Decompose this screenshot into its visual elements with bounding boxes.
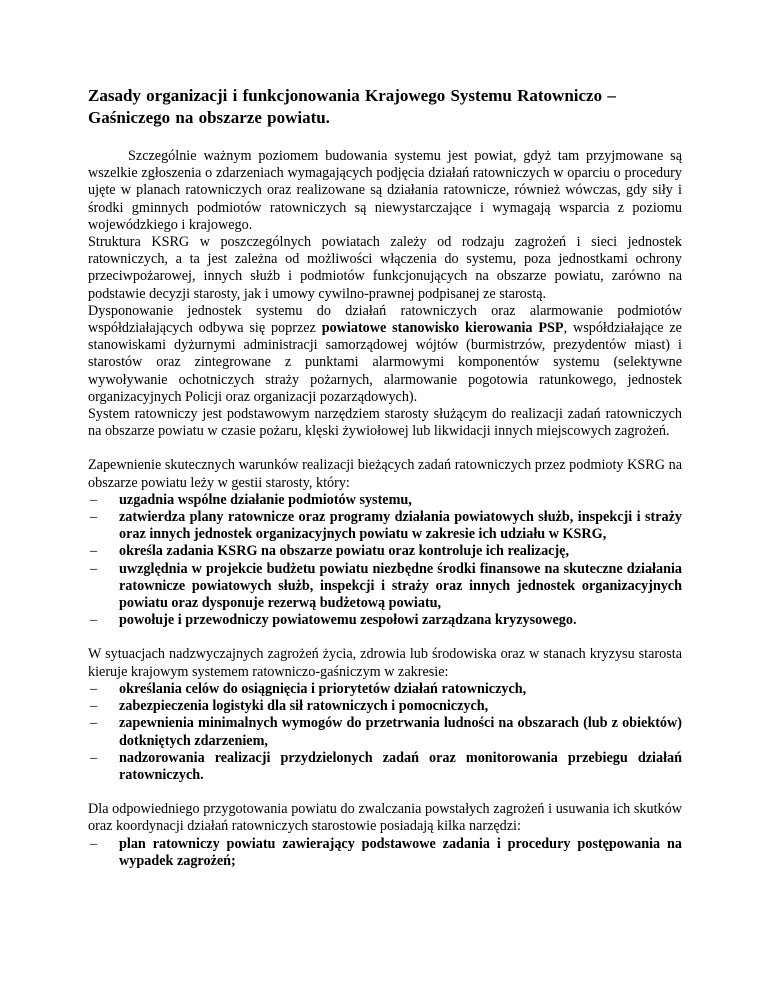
document-page (88, 85, 682, 870)
list-item (88, 509, 682, 543)
tools-list (88, 836, 682, 870)
list-item (88, 543, 682, 560)
list-item-text: zapewnienia minimalnych wymogów do przetrwania ludności na obszarach (lub z obiektów) dotkniętych zdarzeniem, (119, 715, 682, 749)
starosta-lead-paragraph: Zapewnienie skutecznych warunków realizacji bieżących zadań ratowniczych przez podmioty KSRG na obszarze powiatu leży w gestii starosty, który: (88, 457, 682, 491)
list-dash: – (90, 560, 98, 577)
intro-paragraph-3-bold: powiatowe stanowisko kierowania PSP (321, 320, 564, 337)
list-item-text: zabezpieczenia logistyki dla sił ratowniczych i pomocniczych, (119, 698, 489, 715)
tools-lead-paragraph: Dla odpowiedniego przygotowania powiatu do zwalczania powstałych zagrożeń i usuwania ich skutków oraz koordynacji działań ratowniczych starostowie posiadają kilka narzędzi: (88, 801, 682, 835)
spacer (88, 440, 682, 457)
list-dash: – (90, 612, 98, 629)
list-item (88, 750, 682, 784)
list-item-text: powołuje i przewodniczy powiatowemu zespołowi zarządzana kryzysowego. (119, 612, 577, 629)
intro-paragraph-4: System ratowniczy jest podstawowym narzędziem starosty służącym do realizacji zadań ratowniczych na obszarze powiatu w czasie pożaru, klęski żywiołowej lub likwidacji innych miejscowych zagrożeń. (88, 406, 682, 440)
list-dash: – (90, 749, 98, 766)
list-dash: – (90, 715, 98, 732)
list-item (88, 561, 682, 613)
spacer (88, 629, 682, 646)
crisis-scope-list (88, 681, 682, 784)
list-item-text: określa zadania KSRG na obszarze powiatu oraz kontroluje ich realizację, (119, 543, 570, 560)
list-item-text: nadzorowania realizacji przydzielonych zadań oraz monitorowania przebiegu działań ratowniczych. (119, 749, 682, 783)
list-item (88, 492, 682, 509)
list-dash: – (90, 835, 98, 852)
list-dash: – (90, 543, 98, 560)
crisis-lead-paragraph: W sytuacjach nadzwyczajnych zagrożeń życia, zdrowia lub środowiska oraz w stanach kryzysu starosta kieruje krajowym systemem ratowniczo-gaśniczym w zakresie: (88, 646, 682, 680)
list-item-text: uzgadnia wspólne działanie podmiotów systemu, (119, 491, 412, 508)
list-dash: – (90, 491, 98, 508)
list-item (88, 681, 682, 698)
list-dash: – (90, 680, 98, 697)
list-item-text: uwzględnia w projekcie budżetu powiatu niezbędne środki finansowe na skuteczne działania ratownicze powiatowych służb, inspekcji i straży oraz innych jednostek organizacyjnych powiatu oraz dysponuje rezerwą budżetową powiatu, (119, 560, 682, 612)
intro-paragraph-3-end: , współdziałające ze stanowiskami dyżurnymi administracji samorządowej wójtów (burmistrzów, prezydentów miast) i starostów oraz zintegrowane z punktami alarmowymi komponentów systemu (selektywne wywoływanie ochotniczych straży pożarnych, alarmowanie pogotowia ratunkowego, jednostek organizacyjnych Policji oraz organizacji pozarządowych). (88, 320, 682, 405)
intro-paragraph-3-start: Dysponowanie jednostek systemu do działań ratowniczych oraz alarmowanie podmiotów współdziałających odbywa się poprzez (88, 302, 682, 337)
list-item-text: zatwierdza plany ratownicze oraz programy działania powiatowych służb, inspekcji i straży oraz innych jednostek organizacyjnych powiatu w zakresie ich udziału w KSRG, (119, 509, 682, 543)
list-item (88, 715, 682, 749)
intro-paragraph-1: Szczególnie ważnym poziomem budowania systemu jest powiat, gdyż tam przyjmowane są wszelkie zgłoszenia o zdarzeniach wymagających podjęcia działań ratowniczych w oparciu o procedury ujęte w planach ratowniczych oraz realizowane są działania ratownicze, również wówczas, gdy siły i środki gminnych podmiotów ratowniczych są niewystarczające i wymagają wsparcia z poziomu wojewódzkiego i krajowego. (88, 148, 682, 233)
document-title: Zasady organizacji i funkcjonowania Krajowego Systemu Ratowniczo – Gaśniczego na obszarze powiatu. (88, 86, 616, 127)
spacer (88, 784, 682, 801)
list-dash: – (90, 509, 98, 526)
intro-paragraph-2: Struktura KSRG w poszczególnych powiatach zależy od rodzaju zagrożeń i sieci jednostek ratowniczych, a ta jest zależna od możliwości włączenia do systemu, poza jednostkami ochrony przeciwpożarowej, innych służb i podmiotów funkcjonujących na obszarze powiatu, zarówno na podstawie decyzji starosty, jak i umowy cywilno-prawnej podpisanej ze starostą. (88, 234, 682, 302)
list-item-text: określania celów do osiągnięcia i priorytetów działań ratowniczych, (119, 680, 527, 697)
intro-paragraph-3 (88, 303, 682, 406)
list-item-text: plan ratowniczy powiatu zawierający podstawowe zadania i procedury postępowania na wypadek zagrożeń; (119, 835, 682, 869)
list-item (88, 698, 682, 715)
starosta-duties-list (88, 492, 682, 630)
list-dash: – (90, 698, 98, 715)
list-item (88, 612, 682, 629)
list-item (88, 836, 682, 870)
